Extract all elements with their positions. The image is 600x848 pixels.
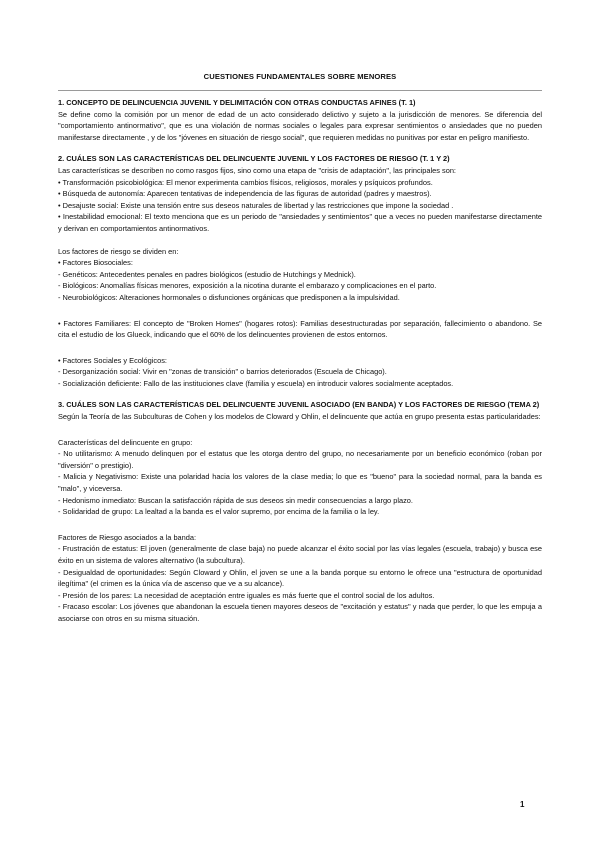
gang-risk-factors-heading: Factores de Riesgo asociados a la banda: — [58, 532, 197, 542]
group-characteristic-item: - No utilitarismo: A menudo delinquen por el estatus que les otorga dentro del grupo, no necesariamente por un beneficio económico (roban por "diversión" o prestigio). — [58, 449, 542, 470]
characteristic-item: • Inestabilidad emocional: El texto menciona que es un periodo de "ansiedades y sentimientos" que a veces no pueden manifestarse directamente y derivan en comportamientos antinormativos. — [58, 212, 542, 233]
social-factors-heading: • Factores Sociales y Ecológicos: — [58, 355, 167, 365]
family-factors: • Factores Familiares: El concepto de "Broken Homes" (hogares rotos): Familias desestructuradas por separación, fallecimiento o abandono. Se cita el estudio de los Glueck, indicando que el 60% de los delincuentes provienen de estos entornos. — [58, 318, 542, 340]
group-characteristic-item: - Malicia y Negativismo: Existe una polaridad hacia los valores de la clase media; lo que es "bueno" para la sociedad normal, para la banda es "malo", y viceversa. — [58, 472, 542, 494]
biosocial-item: - Biológicos: Anomalías físicas menores, exposición a la nicotina durante el embarazo y complicaciones en el parto. — [58, 281, 437, 291]
characteristic-item: • Desajuste social: Existe una tensión entre sus deseos naturales de libertad y las restricciones que impone la sociedad . — [58, 200, 454, 210]
risk-factors-intro: Los factores de riesgo se dividen en: — [58, 246, 179, 256]
characteristic-item: • Transformación psicobiológica: El menor experimenta cambios físicos, religiosos, morales y psíquicos profundos. — [58, 177, 433, 187]
group-characteristic-item: - Hedonismo inmediato: Buscan la satisfacción rápida de sus deseos sin medir consecuencias a largo plazo. — [58, 495, 413, 505]
gang-risk-factor-item: - Frustración de estatus: El joven (generalmente de clase baja) no puede alcanzar el éxito social por las vías legales (escuela, trabajo) y busca ese éxito en un sistema de valores alternativo (la subcultura). — [58, 544, 542, 565]
group-characteristics-heading: Características del delincuente en grupo: — [58, 437, 193, 447]
section-2-intro: Las características se describen no como rasgos fijos, sino como una etapa de "crisis de adaptación", las principales son: — [58, 165, 456, 175]
document-page — [58, 72, 542, 625]
document-title: CUESTIONES FUNDAMENTALES SOBRE MENORES — [58, 72, 542, 91]
biosocial-item: - Genéticos: Antecedentes penales en padres biológicos (estudio de Hutchings y Mednick). — [58, 269, 356, 279]
gang-risk-factor-item: - Presión de los pares: La necesidad de aceptación entre iguales es más fuerte que el control social de los adultos. — [58, 590, 435, 600]
section-2 — [58, 154, 542, 389]
section-3-intro: Según la Teoría de las Subculturas de Cohen y los modelos de Cloward y Ohlin, el delincuente que actúa en grupo presenta estas particularidades: — [58, 412, 541, 422]
section-3 — [58, 400, 542, 624]
gang-risk-factor-item: - Fracaso escolar: Los jóvenes que abandonan la escuela tienen mayores deseos de "excitación y estatus" y nada que perder, lo que les empuja a asociarse con otros en su misma situación. — [58, 602, 542, 623]
gang-risk-factor-item: - Desigualdad de oportunidades: Según Cloward y Ohlin, el joven se une a la banda porque su entorno le ofrece una "estructura de oportunidad ilegítima" (el crimen es la única vía de ascenso que ve a su alcance). — [58, 567, 542, 589]
section-1-heading: 1. CONCEPTO DE DELINCUENCIA JUVENIL Y DELIMITACIÓN CON OTRAS CONDUCTAS AFINES (T. 1) — [58, 98, 416, 107]
section-2-heading: 2. CUÁLES SON LAS CARACTERÍSTICAS DEL DELINCUENTE JUVENIL Y LOS FACTORES DE RIESGO (T. 1 Y 2) — [58, 154, 450, 164]
biosocial-heading: • Factores Biosociales: — [58, 258, 133, 268]
group-characteristic-item: - Solidaridad de grupo: La lealtad a la banda es el valor supremo, por encima de la familia o la ley. — [58, 507, 380, 517]
biosocial-item: - Neurobiológicos: Alteraciones hormonales o disfunciones orgánicas que predisponen a la impulsividad. — [58, 292, 400, 302]
social-factor-item: - Desorganización social: Vivir en "zonas de transición" o barrios deteriorados (Escuela de Chicago). — [58, 367, 387, 377]
section-3-heading: 3. CUÁLES SON LAS CARACTERÍSTICAS DEL DELINCUENTE JUVENIL ASOCIADO (EN BANDA) Y LOS FACTORES DE RIESGO (TEMA 2) — [58, 400, 540, 410]
section-1-text: Se define como la comisión por un menor de edad de un acto considerado delictivo y sujeto a la jurisdicción de menores. Se diferencia del "comportamiento antinormativo", que es una violación de normas sociales o legales para expresar sentimientos o ansiedades que no pueden manifestarse directamente , y de los "jóvenes en situación de riesgo social", que requieren medidas no punitivas por estar en peligro manifiesto. — [58, 109, 542, 142]
social-factor-item: - Socialización deficiente: Fallo de las instituciones clave (familia y escuela) en introducir valores socialmente aceptados. — [58, 378, 454, 388]
page-number: 1 — [520, 800, 525, 809]
characteristic-item: • Búsqueda de autonomía: Aparecen tentativas de independencia de las figuras de autoridad (padres y maestros). — [58, 189, 432, 199]
section-1 — [58, 98, 542, 143]
